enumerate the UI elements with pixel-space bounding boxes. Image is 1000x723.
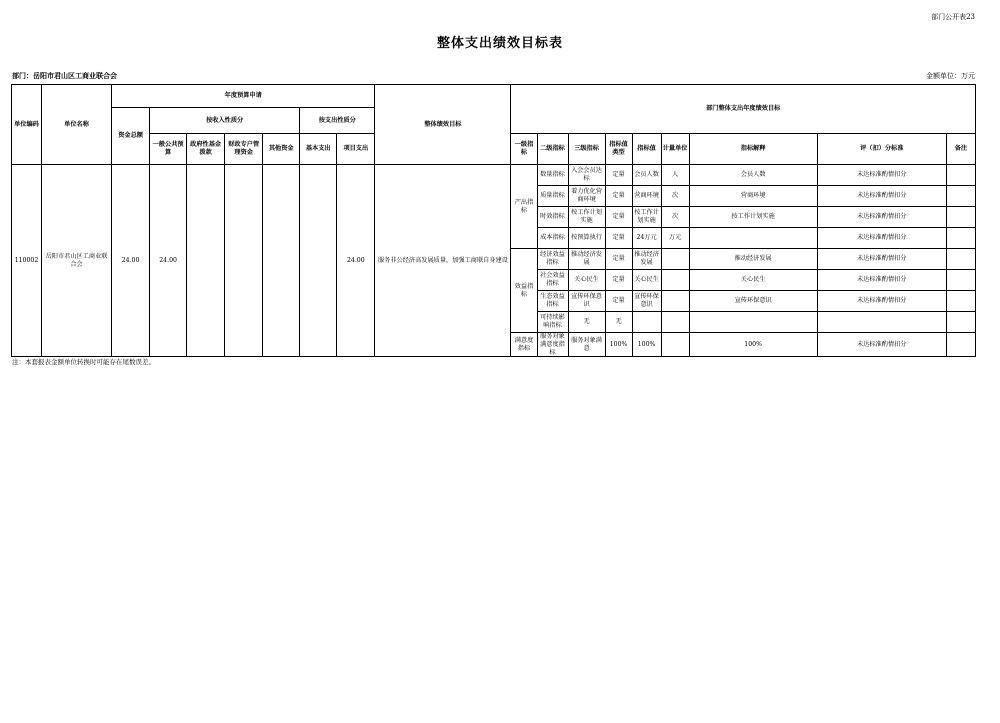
header-level3: 三级指标 [568,134,605,165]
ind-unit [661,333,689,357]
header-special-funds: 财政专户管理资金 [225,134,263,165]
header-basic-expense: 基本支出 [300,134,337,165]
ind-score: 未达标准酌情扣分 [817,333,946,357]
header-value: 指标值 [632,134,661,165]
ind-explain: 推动经济发展 [689,249,817,270]
header-level2: 二级指标 [537,134,568,165]
page-code: 部门公开表23 [931,13,975,21]
header-value-type: 指标值类型 [605,134,632,165]
level1-satisfaction: 满意度指标 [511,333,537,357]
ind-score: 未达标准酌情扣分 [817,270,946,291]
ind-remark [946,186,975,207]
header-gov-fund: 政府性基金拨款 [187,134,225,165]
record-general-budget: 24.00 [150,165,187,357]
ind-score: 未达标准酌情扣分 [817,291,946,312]
header-unit-code: 单位编码 [12,85,42,165]
ind-unit [661,249,689,270]
ind-l2: 质量指标 [537,186,568,207]
header-remark: 备注 [946,134,975,165]
ind-explain: 关心民生 [689,270,817,291]
ind-l3: 按预算执行 [568,228,605,249]
ind-type: 无 [605,312,632,333]
ind-l3: 入会会员达标 [568,165,605,186]
ind-value: 推动经济发展 [632,249,661,270]
record-basic-expense [300,165,337,357]
ind-value: 关心民生 [632,270,661,291]
ind-remark [946,333,975,357]
ind-value [632,312,661,333]
ind-score: 未达标准酌情扣分 [817,249,946,270]
ind-remark [946,312,975,333]
ind-value: 宣传环保意识 [632,291,661,312]
ind-type: 定量 [605,228,632,249]
ind-remark [946,291,975,312]
ind-remark [946,249,975,270]
record-name: 岳阳市君山区工商业联合会 [42,165,112,357]
ind-l2: 服务对象满意度指标 [537,333,568,357]
header-project-expense: 项目支出 [337,134,375,165]
ind-type: 定量 [605,186,632,207]
ind-type: 定量 [605,249,632,270]
record-special-funds [225,165,263,357]
ind-remark [946,207,975,228]
ind-value: 24万元 [632,228,661,249]
ind-type: 定量 [605,270,632,291]
ind-unit: 人 [661,165,689,186]
header-by-expense: 按支出性质分 [300,108,375,134]
performance-target-table [11,84,976,357]
ind-value: 营商环境 [632,186,661,207]
ind-explain: 会员人数 [689,165,817,186]
page-title: 整体支出绩效目标表 [436,36,563,51]
footnote: 注：本套报表金额单位转换时可能存在尾数误差。 [12,358,155,366]
ind-l3: 无 [568,312,605,333]
ind-explain [689,228,817,249]
ind-explain: 按工作计划实施 [689,207,817,228]
header-annual-budget: 年度预算申请 [112,85,375,108]
ind-explain: 营商环境 [689,186,817,207]
ind-explain [689,312,817,333]
ind-l2: 数量指标 [537,165,568,186]
ind-l2: 社会效益指标 [537,270,568,291]
ind-unit: 次 [661,207,689,228]
ind-remark [946,165,975,186]
header-unit-name: 单位名称 [42,85,112,165]
ind-remark [946,228,975,249]
record-code: 110002 [12,165,42,357]
ind-type: 定量 [605,165,632,186]
ind-l2: 可持续影响指标 [537,312,568,333]
ind-unit [661,270,689,291]
ind-l3: 按工作计划实施 [568,207,605,228]
ind-value: 100% [632,333,661,357]
record-total: 24.00 [112,165,150,357]
header-measure-unit: 计量单位 [661,134,689,165]
header-general-budget: 一般公共预算 [150,134,187,165]
header-total-funds: 资金总额 [112,108,150,165]
ind-score: 未达标准酌情扣分 [817,207,946,228]
ind-score: 未达标准酌情扣分 [817,186,946,207]
header-overall-target: 整体绩效目标 [375,85,511,165]
ind-type: 定量 [605,207,632,228]
ind-value: 按工作计划实施 [632,207,661,228]
ind-unit [661,312,689,333]
amount-unit-label: 金额单位：万元 [926,72,975,80]
ind-unit [661,291,689,312]
ind-type: 定量 [605,291,632,312]
ind-value: 会员人数 [632,165,661,186]
ind-remark [946,270,975,291]
ind-score [817,312,946,333]
ind-explain: 100% [689,333,817,357]
header-scoring: 评（扣）分标准 [817,134,946,165]
level1-benefit: 效益指标 [511,249,537,333]
ind-l2: 经济效益指标 [537,249,568,270]
header-by-income: 按收入性质分 [150,108,300,134]
ind-l3: 服务对象满意 [568,333,605,357]
ind-l3: 关心民生 [568,270,605,291]
header-level1: 一级指标 [511,134,537,165]
ind-l2: 时效指标 [537,207,568,228]
ind-score: 未达标准酌情扣分 [817,228,946,249]
header-explanation: 指标解释 [689,134,817,165]
ind-l2: 生态效益指标 [537,291,568,312]
record-other-funds [263,165,300,357]
header-dept-target: 部门整体支出年度绩效目标 [511,85,976,134]
ind-unit: 次 [661,186,689,207]
record-gov-fund [187,165,225,357]
header-other-funds: 其他资金 [263,134,300,165]
ind-unit: 万元 [661,228,689,249]
ind-l3: 宣传环保意识 [568,291,605,312]
ind-l2: 成本指标 [537,228,568,249]
ind-score: 未达标准酌情扣分 [817,165,946,186]
ind-explain: 宣传环保意识 [689,291,817,312]
record-project-expense: 24.00 [337,165,375,357]
department-label: 部门：岳阳市君山区工商业联合会 [12,72,117,80]
ind-type: 100% [605,333,632,357]
ind-l3: 着力优化营商环境 [568,186,605,207]
level1-output: 产出指标 [511,165,537,249]
record-overall-target: 服务非公经济高发展质量，加强工商联自身建设 [375,165,511,357]
ind-l3: 推动经济发展 [568,249,605,270]
